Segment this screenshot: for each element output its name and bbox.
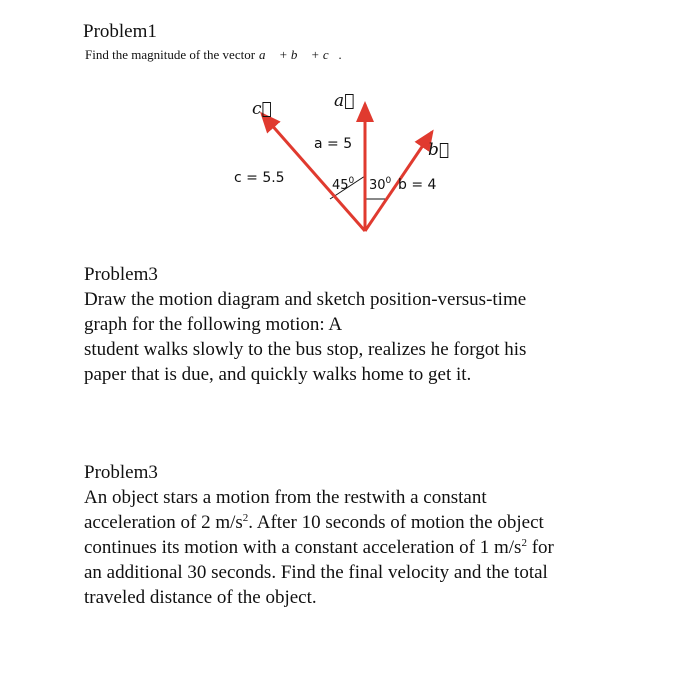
problem3-line-part: . After 10 seconds of motion the object bbox=[248, 512, 544, 533]
vector-a-magnitude: a = 5 bbox=[314, 136, 353, 152]
problem3-line-part: acceleration of 2 m/s bbox=[84, 512, 243, 533]
problem2-line: paper that is due, and quickly walks home to get it. bbox=[84, 364, 472, 385]
problem2-title: Problem3 bbox=[84, 264, 158, 285]
problem1-prompt bbox=[85, 47, 342, 63]
problem3-line bbox=[84, 510, 684, 535]
vector-diagram bbox=[220, 86, 480, 236]
vector-b-symbol: b⃗ bbox=[428, 140, 450, 160]
problem2-line: Draw the motion diagram and sketch position-versus-time bbox=[84, 289, 527, 310]
problem2-line: graph for the following motion: A bbox=[84, 314, 343, 335]
superscript: 2 bbox=[521, 537, 527, 549]
problem3-line-part: continues its motion with a constant acceleration of 1 m/s bbox=[84, 537, 522, 558]
superscript: 2 bbox=[242, 512, 249, 524]
vector-b-magnitude: b = 4 bbox=[398, 177, 437, 193]
problem3-section bbox=[84, 460, 684, 610]
problem3-title: Problem3 bbox=[84, 462, 158, 483]
vector-c-magnitude: c = 5.5 bbox=[234, 170, 285, 186]
angle-30-label: $30^0$ bbox=[369, 176, 392, 193]
vector-c-symbol: c⃗ bbox=[252, 99, 272, 119]
problem2-line: student walks slowly to the bus stop, realizes he forgot his bbox=[84, 339, 527, 360]
problem1-title: Problem1 bbox=[83, 21, 157, 42]
problem3-line bbox=[84, 535, 684, 560]
problem1-expression: a⃗ + b⃗ + c⃗. bbox=[259, 47, 342, 62]
problem2-section bbox=[84, 262, 684, 387]
problem3-line: traveled distance of the object. bbox=[84, 587, 317, 608]
problem1-prompt-text: Find the magnitude of the vector bbox=[85, 47, 256, 62]
vector-a-symbol: a⃗ bbox=[334, 91, 355, 111]
angle-45-label: $45^0$ bbox=[332, 176, 355, 193]
problem3-line: an additional 30 seconds. Find the final velocity and the total bbox=[84, 562, 548, 583]
problem3-line-part: for bbox=[526, 537, 554, 558]
problem3-line: An object stars a motion from the restwith a constant bbox=[84, 487, 487, 508]
